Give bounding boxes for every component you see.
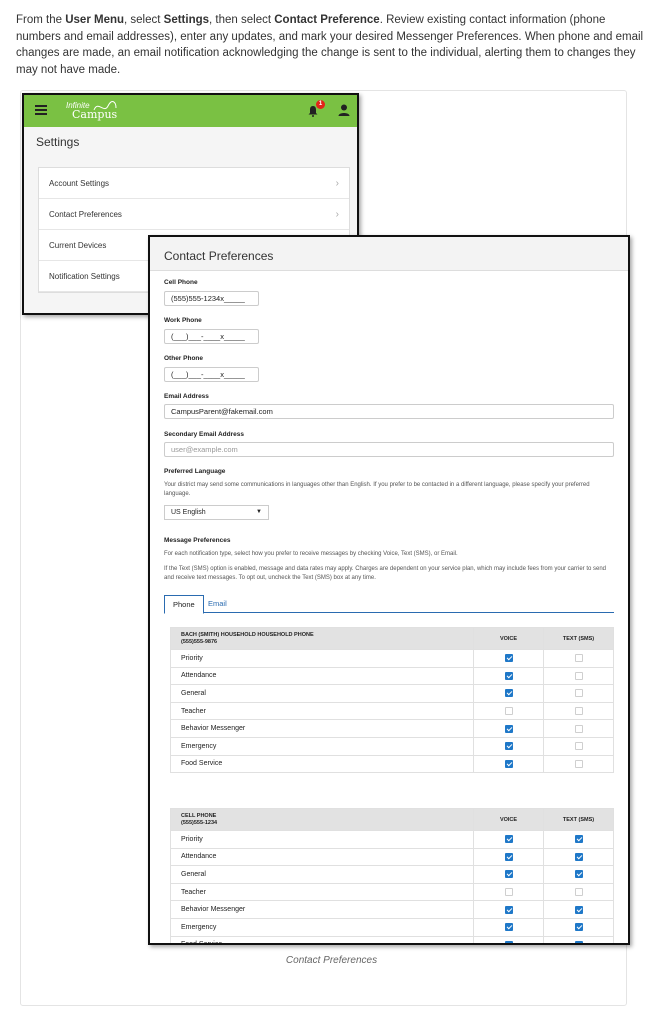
message-preferences-description: For each notification type, select how you prefer to receive messages by checking Voice, Text (SMS), or Email. [164, 551, 458, 557]
text-sms-checkbox[interactable] [575, 941, 583, 945]
text-sms-checkbox[interactable] [575, 760, 583, 768]
text-sms-header: TEXT (SMS) [544, 809, 614, 831]
voice-cell [474, 737, 544, 755]
notification-type-label: Food Service [171, 755, 474, 773]
voice-checkbox[interactable] [505, 870, 513, 878]
voice-cell [474, 831, 544, 849]
voice-checkbox[interactable] [505, 853, 513, 861]
preference-row [171, 685, 614, 703]
voice-cell [474, 755, 544, 773]
text-sms-checkbox[interactable] [575, 835, 583, 843]
caret-down-icon: ▼ [256, 509, 262, 515]
text-sms-checkbox[interactable] [575, 672, 583, 680]
voice-checkbox[interactable] [505, 689, 513, 697]
text-sms-checkbox[interactable] [575, 707, 583, 715]
voice-cell [474, 883, 544, 901]
preference-row [171, 667, 614, 685]
voice-checkbox[interactable] [505, 760, 513, 768]
cell-phone-input[interactable]: (555)555-1234x_____ [164, 291, 259, 306]
notification-type-label: Emergency [171, 737, 474, 755]
preference-row [171, 737, 614, 755]
text-cell [544, 737, 614, 755]
text-cell [544, 918, 614, 936]
text-cell [544, 866, 614, 884]
notification-type-label: General [171, 866, 474, 884]
notification-type-label: Behavior Messenger [171, 720, 474, 738]
notification-type-label: Attendance [171, 848, 474, 866]
text-sms-checkbox[interactable] [575, 654, 583, 662]
preference-row [171, 831, 614, 849]
settings-item-notification-settings[interactable]: Notification Settings [39, 261, 349, 292]
preference-row [171, 883, 614, 901]
settings-item-account[interactable]: Account Settings › [39, 168, 349, 199]
voice-checkbox[interactable] [505, 888, 513, 896]
voice-cell [474, 667, 544, 685]
contact-preferences-window [148, 235, 630, 945]
voice-checkbox[interactable] [505, 835, 513, 843]
intro-paragraph: From the User Menu, select Settings, then select Contact Preference. Review existing contact information (phone numbers and email addresses), enter any updates, and mark your desired Messenger Preferences. When phone and email changes are made, an email notification acknowledging the change is sent to the individual, alerting them to changes they may not have made. [16, 14, 644, 76]
cell-phone-header: CELL PHONE (555)555-1234 [171, 809, 474, 831]
figure-caption: Contact Preferences [285, 955, 378, 966]
contact-preferences-title: Contact Preferences [150, 237, 628, 271]
preference-row [171, 755, 614, 773]
voice-cell [474, 918, 544, 936]
voice-cell [474, 901, 544, 919]
text-sms-checkbox[interactable] [575, 888, 583, 896]
notification-badge: 1 [316, 100, 325, 109]
cell-phone-preferences-table [170, 808, 614, 945]
preference-row [171, 866, 614, 884]
voice-cell [474, 936, 544, 945]
chevron-right-icon: › [335, 209, 339, 220]
text-cell [544, 755, 614, 773]
voice-checkbox[interactable] [505, 923, 513, 931]
voice-checkbox[interactable] [505, 941, 513, 945]
tab-email[interactable]: Email [208, 599, 227, 608]
secondary-email-input[interactable]: user@example.com [164, 442, 614, 457]
email-input[interactable]: CampusParent@fakemail.com [164, 404, 614, 419]
hamburger-menu-icon[interactable] [35, 105, 47, 115]
text-cell [544, 848, 614, 866]
notification-type-label: General [171, 685, 474, 703]
notification-type-label: Attendance [171, 667, 474, 685]
email-label: Email Address [164, 393, 209, 400]
preference-row [171, 918, 614, 936]
notification-type-label: Priority [171, 831, 474, 849]
notification-type-label: Priority [171, 650, 474, 668]
text-cell [544, 650, 614, 668]
preference-row [171, 936, 614, 945]
cell-phone-label: Cell Phone [164, 279, 198, 286]
text-sms-checkbox[interactable] [575, 742, 583, 750]
preference-row [171, 702, 614, 720]
work-phone-input[interactable]: (___)___-____x_____ [164, 329, 259, 344]
text-cell [544, 831, 614, 849]
text-cell [544, 883, 614, 901]
text-sms-checkbox[interactable] [575, 870, 583, 878]
settings-title: Settings [36, 135, 80, 149]
preference-row [171, 848, 614, 866]
work-phone-label: Work Phone [164, 317, 202, 324]
text-sms-checkbox[interactable] [575, 906, 583, 914]
voice-checkbox[interactable] [505, 725, 513, 733]
household-phone-header: BACH (SMITH) HOUSEHOLD HOUSEHOLD PHONE (555)555-9876 [171, 628, 474, 650]
notification-type-label: Behavior Messenger [171, 901, 474, 919]
text-sms-header: TEXT (SMS) [544, 628, 614, 650]
message-preferences-label: Message Preferences [164, 537, 231, 544]
notification-type-label: Emergency [171, 918, 474, 936]
text-sms-checkbox[interactable] [575, 853, 583, 861]
voice-checkbox[interactable] [505, 906, 513, 914]
text-sms-checkbox[interactable] [575, 923, 583, 931]
voice-cell [474, 720, 544, 738]
secondary-email-label: Secondary Email Address [164, 431, 244, 438]
preferred-language-description: Your district may send some communications in languages other than English. If you prefer to be contacted in a different language, please specify your preferred language. [164, 482, 590, 497]
preferred-language-label: Preferred Language [164, 468, 226, 475]
voice-cell [474, 848, 544, 866]
top-bar [24, 95, 357, 127]
preference-row [171, 650, 614, 668]
chevron-right-icon: › [335, 178, 339, 189]
text-cell [544, 667, 614, 685]
voice-checkbox[interactable] [505, 672, 513, 680]
text-cell [544, 901, 614, 919]
user-menu-icon[interactable] [337, 103, 351, 117]
household-phone-preferences-table [170, 627, 614, 773]
text-cell [544, 720, 614, 738]
voice-cell [474, 702, 544, 720]
text-sms-checkbox[interactable] [575, 689, 583, 697]
notification-type-label: Food Service [171, 936, 474, 945]
settings-item-contact-preferences[interactable]: Contact Preferences › [39, 199, 349, 230]
text-cell [544, 702, 614, 720]
voice-header: VOICE [474, 809, 544, 831]
notification-type-label: Teacher [171, 702, 474, 720]
text-cell [544, 936, 614, 945]
notification-type-label: Teacher [171, 883, 474, 901]
settings-item-current-devices[interactable]: Current Devices [39, 230, 349, 261]
infinite-campus-logo[interactable]: Infinite Campus [66, 101, 118, 121]
voice-cell [474, 650, 544, 668]
text-sms-checkbox[interactable] [575, 725, 583, 733]
tab-phone[interactable]: Phone [164, 595, 204, 614]
preferred-language-select[interactable]: US English ▼ [164, 505, 269, 520]
voice-checkbox[interactable] [505, 654, 513, 662]
message-preferences-tabs [164, 595, 614, 613]
voice-cell [474, 866, 544, 884]
sms-disclaimer: If the Text (SMS) option is enabled, message and data rates may apply. Charges are dependent on your service plan, which may include fees from your carrier to send and receive text messages. To opt out, uncheck the Text (SMS) box at any time. [164, 566, 607, 581]
voice-header: VOICE [474, 628, 544, 650]
voice-cell [474, 685, 544, 703]
voice-checkbox[interactable] [505, 742, 513, 750]
preference-row [171, 901, 614, 919]
other-phone-label: Other Phone [164, 355, 204, 362]
preference-row [171, 720, 614, 738]
text-cell [544, 685, 614, 703]
other-phone-input[interactable]: (___)___-____x_____ [164, 367, 259, 382]
voice-checkbox[interactable] [505, 707, 513, 715]
